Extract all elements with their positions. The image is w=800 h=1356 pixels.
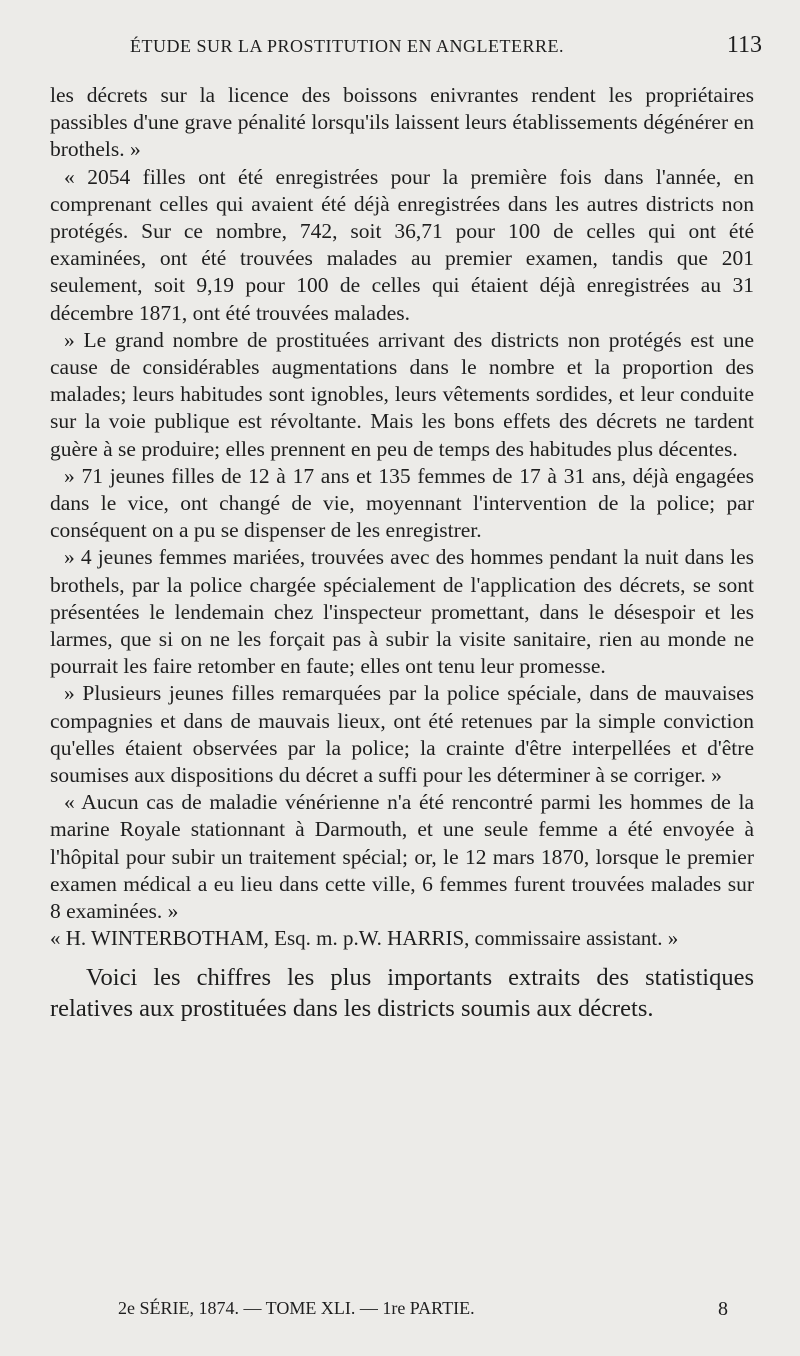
paragraph-1: les décrets sur la licence des boissons enivrantes rendent les propriétaires passibles d'une grave pénalité lorsqu'ils laissent leurs établissements dégénérer en brothels. » [50,83,754,162]
closing-paragraph: Voici les chiffres les plus importants extraits des statistiques relatives aux prostituées dans les districts soumis aux décrets. [50,964,754,1023]
running-head: ÉTUDE SUR LA PROSTITUTION EN ANGLETERRE. [130,36,564,56]
page-number: 113 [726,32,762,58]
paragraph-6: » Plusieurs jeunes filles remarquées par la police spéciale, dans de mauvaises compagnies et dans de mauvais lieux, ont été retenues par la simple conviction qu'elles étaient observées par la police; la crainte d'être interpellées et d'être soumises aux dispositions du décret a suffi pour les déterminer à se corriger. » [50,681,754,788]
paragraph-7: « Aucun cas de maladie vénérienne n'a été rencontré parmi les hommes de la marine Royale stationnant à Darmouth, et une seule femme a été envoyée à l'hôpital pour subir un traitement spécial; or, le 12 mars 1870, lorsque le premier examen médical a eu lieu dans cette ville, 6 femmes furent trouvées malades sur 8 examinées. » [50,790,754,924]
sheet-number: 8 [718,1298,728,1320]
paragraph-2: « 2054 filles ont été enregistrées pour la première fois dans l'année, en comprenant celles qui avaient été déjà enregistrées dans les autres districts non protégés. Sur ce nombre, 742, soit 36,71 pour 100 de celles qui ont été examinées, ont été trouvées malades au premier examen, tandis que 201 seulement, soit 9,19 pour 100 de celles qui étaient déjà enregistrées au 31 décembre 1871, ont été trouvées malades. [50,164,754,325]
signature-line: « H. WINTERBOTHAM, Esq. m. p.W. HARRIS, commissaire assistant. » [50,926,679,951]
paragraph-4: » 71 jeunes filles de 12 à 17 ans et 135 femmes de 17 à 31 ans, déjà engagées dans le vice, ont changé de vie, moyennant l'intervention de la police; par conséquent on a pu se dispenser de les enregistrer. [50,463,754,543]
paragraph-3: » Le grand nombre de prostituées arrivant des districts non protégés est une cause de considérables augmentations dans le nombre et la proportion des malades; leurs habitudes sont ignobles, leurs vêtements sordides, et leur conduite sur la voie publique est révoltante. Mais les bons effets des décrets ne tardent guère à se produire; elles prennent en peu de temps des habitudes plus décentes. [50,327,754,461]
page-footer [118,1298,728,1326]
page-header [90,32,770,64]
body-text [50,82,754,1049]
paragraph-5: » 4 jeunes femmes mariées, trouvées avec des hommes pendant la nuit dans les brothels, par la police chargée spécialement de l'application des décrets, se sont présentées le lendemain chez l'inspecteur promettant, dans le désespoir et les larmes, que si on ne les forçait pas à subir la visite sanitaire, rien au monde ne pourrait les faire retomber en faute; elles ont tenu leur promesse. [50,545,754,679]
series-line: 2e SÉRIE, 1874. — TOME XLI. — 1re PARTIE. [118,1298,475,1318]
